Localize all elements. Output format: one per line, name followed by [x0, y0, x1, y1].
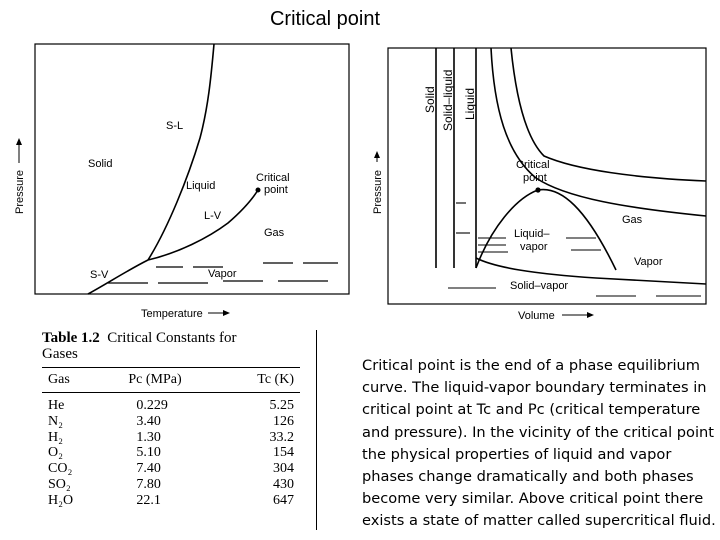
cell-tc: 5.25	[269, 398, 294, 413]
pressure-axis-label	[14, 138, 26, 214]
label-liquid: Liquid	[463, 87, 477, 120]
critical-constants-table	[42, 330, 322, 535]
cell-pc: 7.40	[136, 461, 161, 477]
label-point: point	[523, 172, 547, 184]
cell-pc: 22.1	[136, 492, 161, 508]
table-caption	[42, 330, 322, 362]
header-gas: Gas	[42, 368, 88, 393]
label-solid-vapor: Solid–vapor	[510, 280, 569, 292]
table-caption-line2: Gases	[42, 346, 78, 362]
cell-tc: 154	[273, 445, 294, 461]
label-solid: Solid	[88, 158, 113, 170]
cell-pc: 1.30	[136, 429, 161, 445]
svg-text:Pressure: Pressure	[14, 169, 26, 214]
table-row	[42, 445, 300, 461]
table-row	[42, 430, 300, 446]
cell-gas: CO₂	[48, 461, 73, 477]
cell-tc: 647	[273, 492, 294, 508]
svg-text:Volume: Volume	[518, 310, 555, 322]
cell-gas: N₂	[48, 413, 63, 429]
cell-gas: H₂O	[48, 492, 74, 508]
table-row	[42, 461, 300, 477]
svg-text:Temperature: Temperature	[141, 308, 203, 320]
label-vapor: Vapor	[634, 256, 663, 268]
cell-pc: 0.229	[136, 398, 168, 413]
label-critical: Critical	[516, 159, 550, 171]
cell-pc: 7.80	[136, 476, 161, 492]
pv-phase-diagram	[366, 38, 714, 328]
volume-axis-label	[518, 310, 594, 322]
label-sl: S-L	[166, 120, 184, 132]
label-liquid-vapor: Liquid–	[514, 228, 550, 240]
label-sv: S-V	[90, 269, 109, 281]
label-lv: L-V	[204, 210, 222, 222]
table-row	[42, 493, 300, 509]
header-tc: Tc (K)	[227, 368, 300, 393]
table-row	[42, 477, 300, 493]
cell-gas: O₂	[48, 445, 63, 461]
cell-tc: 33.2	[269, 429, 294, 445]
pt-phase-diagram	[8, 38, 353, 328]
table-side-rule	[316, 330, 317, 530]
svg-text:Pressure: Pressure	[372, 169, 384, 214]
label-point: point	[264, 184, 288, 196]
cell-pc: 3.40	[136, 413, 161, 429]
label-vapor: Vapor	[208, 268, 237, 280]
description-text: Critical point is the end of a phase equilibrium curve. The liquid-vapor boundary terminates in critical point at Tc and Pc (critical temperature and pressure). In the vicinity of the critical point the physical properties of liquid and vapor phases change dramatically and both phases become very similar. Above critical point there exists a state of matter called supercritical fluid.	[362, 357, 716, 530]
cell-tc: 126	[273, 413, 294, 429]
label-critical: Critical	[256, 172, 290, 184]
cell-gas: SO₂	[48, 476, 71, 492]
temperature-axis-label	[141, 308, 230, 320]
pressure-axis-label	[372, 151, 384, 214]
cell-pc: 5.10	[136, 445, 161, 461]
cell-gas: H₂	[48, 429, 63, 445]
cell-tc: 430	[273, 476, 294, 492]
table-row	[42, 393, 300, 414]
label-gas: Gas	[264, 227, 285, 239]
label-gas: Gas	[622, 214, 643, 226]
table-number: Table 1.2	[42, 330, 100, 346]
label-solid: Solid	[423, 86, 437, 113]
table-header-row	[42, 368, 300, 393]
page-title: Critical point	[269, 8, 381, 30]
table-row	[42, 414, 300, 430]
label-solid-liquid: Solid–liquid	[441, 69, 455, 131]
cell-gas: He	[48, 398, 65, 413]
label-vapor-dome: vapor	[520, 241, 548, 253]
constants-table	[42, 367, 300, 509]
header-pc: Pc (MPa)	[88, 368, 227, 393]
table-caption-line1: Critical Constants for	[107, 330, 237, 346]
cell-tc: 304	[273, 461, 294, 477]
label-liquid: Liquid	[186, 180, 216, 192]
